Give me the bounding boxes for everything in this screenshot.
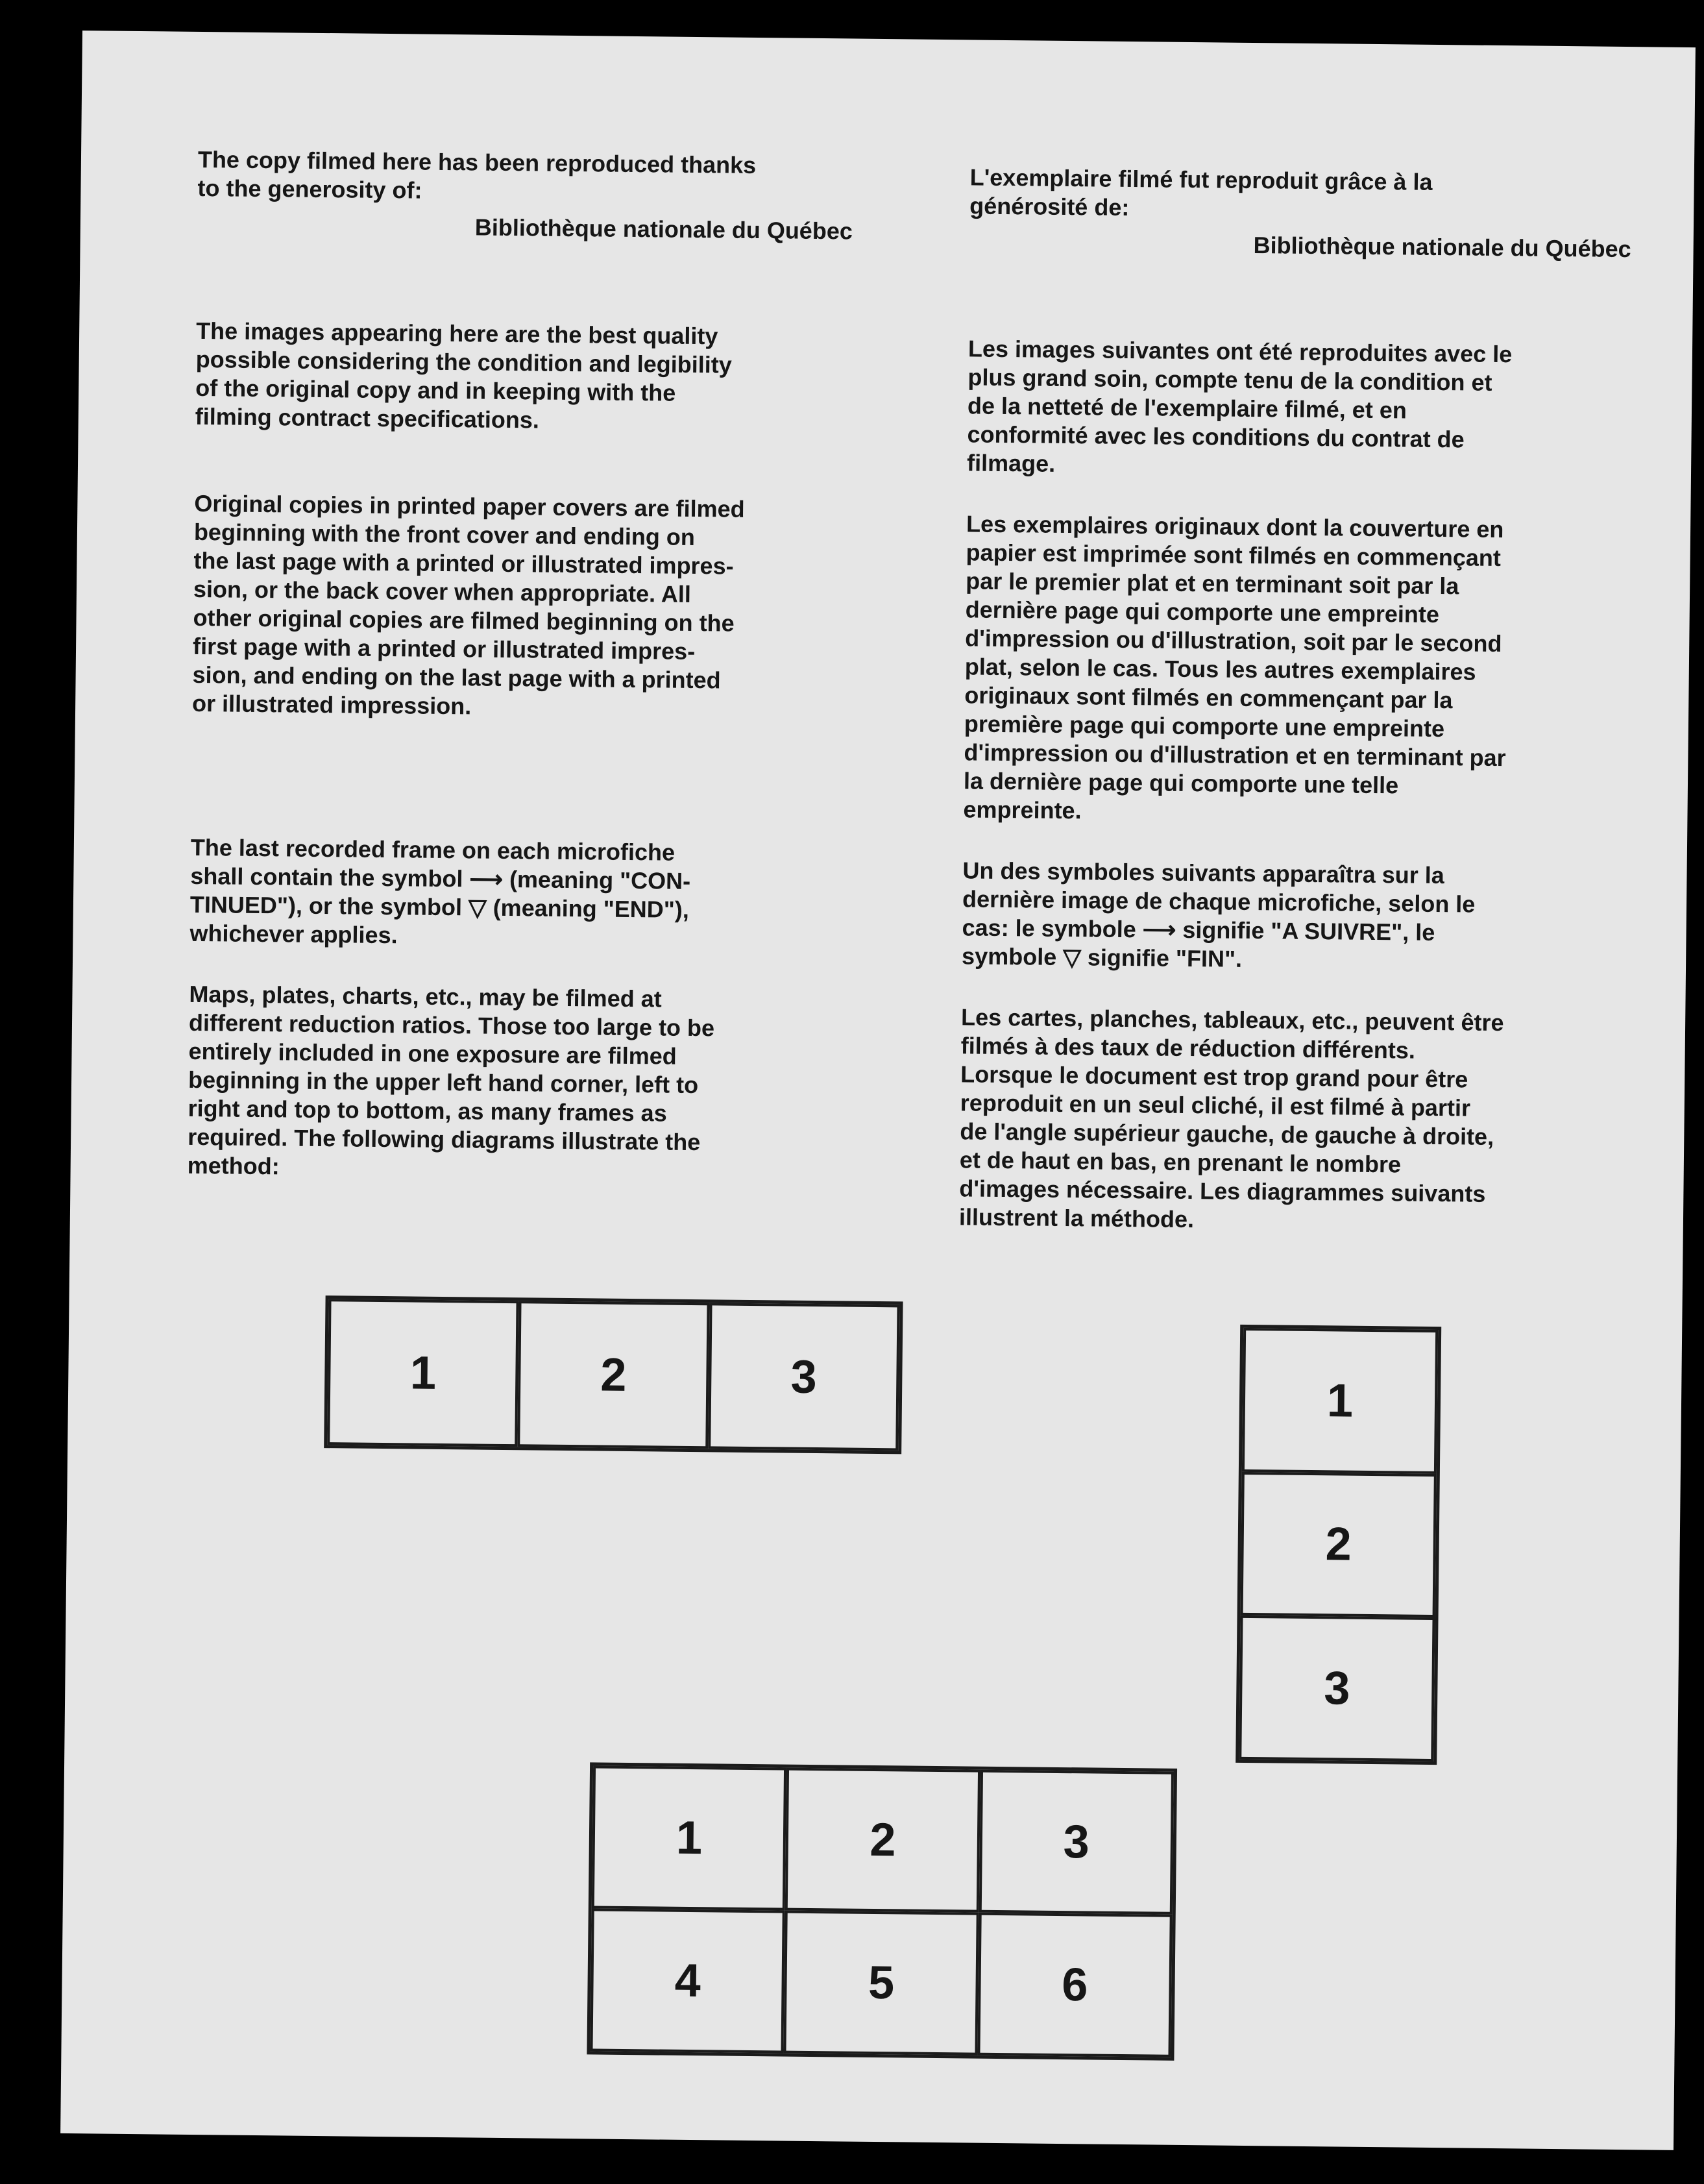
frame-cell: 2 (518, 1301, 710, 1449)
en-credit-text: The copy filmed here has been reproduced thanks to the generosity of: (197, 145, 757, 204)
microfiche-target-sheet (60, 31, 1696, 2150)
frame-cell: 3 (1239, 1615, 1435, 1761)
frame-cell: 3 (979, 1770, 1174, 1915)
fr-institution: Bibliothèque nationale du Québec (1253, 231, 1631, 263)
frame-cell: 2 (1241, 1472, 1437, 1618)
en-institution: Bibliothèque nationale du Québec (474, 214, 853, 245)
english-column (187, 145, 860, 1187)
french-column (959, 163, 1632, 1238)
en-quality-text: The images appearing here are the best quality possible considering the condition and legibility of the original copy and in keeping with the filming contract specifications. (195, 317, 732, 434)
frame-cell: 5 (784, 1911, 979, 2055)
en-symbols-text: The last recorded frame on each microfiche shall contain the symbol ⟶ (meaning "CON- TINUED"), or the symbol ▽ (meaning "END"), whichever applies. (189, 833, 691, 949)
diagram-vertical-frames (1235, 1325, 1441, 1765)
diagram-horizontal-frames (324, 1295, 903, 1454)
frame-cell: 3 (708, 1303, 900, 1451)
frame-cell: 2 (785, 1768, 980, 1913)
fr-symbols-text: Un des symboles suivants apparaîtra sur la dernière image de chaque microfiche, selon le cas: le symbole ⟶ signifie "A SUIVRE", le symbole ▽ signifie "FIN". (961, 857, 1476, 972)
fr-quality-text: Les images suivantes ont été reproduites avec le plus grand soin, compte tenu de la condition et de la netteté de l'exemplaire filmé, et en conformité avec les conditions du contrat de filmage. (966, 335, 1513, 477)
frame-cell: 6 (977, 1913, 1173, 2057)
en-covers-text: Original copies in printed paper covers are filmed beginning with the front cover and ending on the last page with a printed or illustrated impres- sion, or the back cover when appropriate. All other original copies are filmed beginning on the first page with a printed or illustrated impres- sion, and ending on the last page with a printed or illustrated impression. (191, 489, 745, 720)
frame-cell: 4 (590, 1908, 785, 2053)
frame-cell: 1 (592, 1765, 787, 1910)
diagram-grid-frames (587, 1762, 1177, 2060)
fr-covers-text: Les exemplaires originaux dont la couverture en papier est imprimée sont filmés en commençant par le premier plat et en terminant soit par la dernière page qui comporte une empreinte d'impression ou d'illustration, soit par le second plat, selon le cas. Tous les autres exemplaires originaux sont filmés en commençant par la première page qui comporte une empreinte d'impression ou d'illustration et en terminant par la dernière page qui comporte une telle empreinte. (963, 510, 1506, 824)
fr-credit-text: L'exemplaire filmé fut reproduit grâce à la générosité de: (969, 164, 1433, 221)
frame-cell: 1 (327, 1299, 519, 1447)
en-maps-text: Maps, plates, charts, etc., may be filmed at different reduction ratios. Those too large to be entirely included in one exposure are filmed beginning in the upper left hand corner, left to right and top to bottom, as many frames as required. The following diagrams illustrate the method: (187, 980, 715, 1180)
frame-cell: 1 (1242, 1328, 1438, 1474)
fr-maps-text: Les cartes, planches, tableaux, etc., peuvent être filmés à des taux de réduction différents. Lorsque le document est trop grand pour être reproduit en un seul cliché, il est filmé à partir de l'angle supérieur gauche, de gauche à droite, et de haut en bas, en prenant le nombre d'images nécessaire. Les diagrammes suivants illustrent la méthode. (958, 1003, 1504, 1233)
